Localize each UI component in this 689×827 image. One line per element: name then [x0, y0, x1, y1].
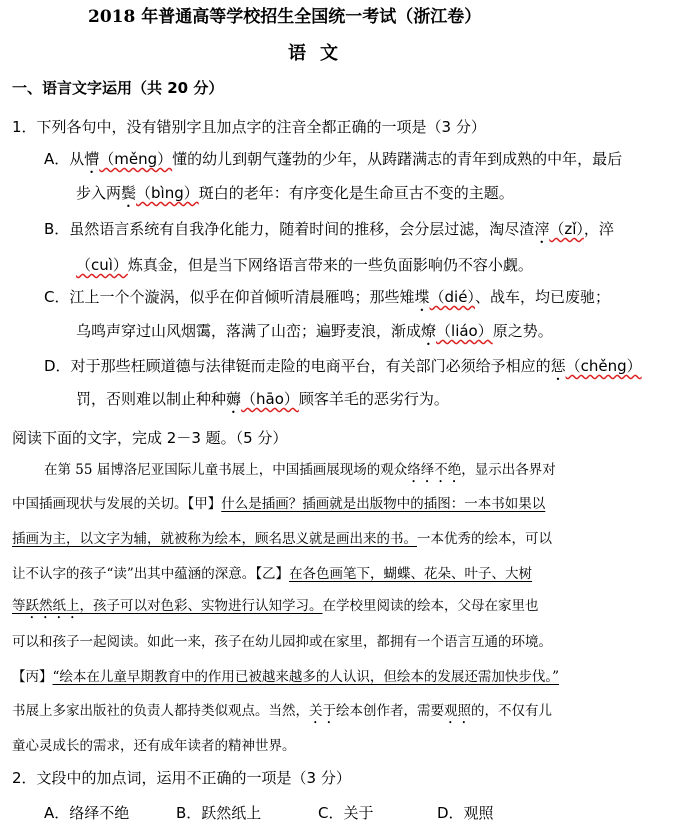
dotted-char: 懵 [84, 150, 100, 168]
dotted-char: 薅 [226, 390, 242, 408]
underlined-sentence-bing: “绘本在儿童早期教育中的作用已被越来越多的人认识，但绘本的发展还需加快步伐。” [52, 669, 560, 685]
option-label: C． [44, 288, 70, 306]
q1-option-a-line2: 步入两鬓（bìng）斑白的老年：有序变化是生命亘古不变的主题。 [76, 184, 514, 202]
marker-jia: 【甲】 [187, 496, 222, 512]
underlined-sentence-jia-cont: 插画为主，以文字为辅，就被称为绘本，顾名思义就是画出来的书。 [12, 531, 417, 547]
marker-bing: 【丙】 [12, 669, 53, 685]
q1-option-d-line1: D．对于那些枉顾道德与法律铤而走险的电商平台，有关部门必须给予相应的惩（chěng） [44, 357, 642, 375]
q2-option-c: C．关于 [318, 804, 374, 822]
q1-option-a-line1: A．从懵（měng）懂的幼儿到朝气蓬勃的少年，从踌躇满志的青年到成熟的中年，最后 [44, 150, 623, 168]
q1-option-c-line1: C．江上一个个漩涡，似乎在仰首倾听清晨雁鸣；那些雉堞（dié）、战车，均已废驰； [44, 288, 610, 306]
dotted-char: 滓 [534, 220, 550, 238]
passage-line-7 [12, 667, 559, 687]
dotted-word: 关于 [309, 703, 336, 719]
reading-intro: 阅读下面的文字，完成 2－3 题。（5 分） [12, 429, 288, 447]
q1-option-d-line2: 罚，否则难以制止种种薅（hāo）顾客羊毛的恶劣行为。 [76, 390, 449, 408]
underlined-sentence-yi-cont: ，孩子可以对色彩、实物进行认知学习。 [79, 598, 323, 614]
underlined-sentence-yi: 在各色画笔下，蝴蝶、花朵、叶子、大树 [289, 566, 533, 582]
option-label: D． [44, 357, 71, 375]
passage-line-8: 书展上多家出版社的负责人都持类似观点。当然，关于绘本创作者，需要观照的，不仅有儿 [12, 703, 552, 719]
q1-option-b-line1: B．虽然语言系统有自我净化能力，随着时间的推移，会分层过滤，淘尽渣滓（zǐ），淬 [44, 220, 614, 238]
q2-stem: 2．文段中的加点词，运用不正确的一项是（3 分） [12, 769, 351, 787]
option-label: A． [44, 150, 70, 168]
underlined-sentence-jia: 什么是插画？插画就是出版物中的插图：一本书如果以 [221, 496, 546, 512]
pinyin: （zǐ） [549, 220, 584, 238]
marker-yi: 【乙】 [255, 566, 290, 582]
pinyin: （chěng） [565, 357, 642, 375]
pinyin: （bìng） [136, 184, 199, 202]
pinyin: （dié） [429, 288, 475, 306]
pinyin: （hāo） [241, 390, 299, 408]
q2-option-a: A．络绎不绝 [44, 804, 130, 822]
passage-line-6: 可以和孩子一起阅读。如此一来，孩子在幼儿园抑或在家里，都拥有一个语言互通的环境。 [12, 634, 552, 650]
q1-stem: 1．下列各句中，没有错别字且加点字的注音全都正确的一项是（3 分） [12, 118, 486, 136]
pinyin: （liáo） [436, 322, 493, 340]
q2-option-d: D．观照 [437, 804, 494, 822]
dotted-word: 络绎不绝 [407, 462, 462, 478]
dotted-word: 跃然纸上 [25, 598, 80, 614]
q1-option-b-line2: （cuì）炼真金，但是当下网络语言带来的一些负面影响仍不容小觑。 [76, 256, 533, 274]
passage-line-5: 等跃然纸上，孩子可以对色彩、实物进行认知学习。在学校里阅读的绘本，父母在家里也 [12, 598, 539, 614]
pinyin: （cuì） [76, 256, 128, 274]
pinyin: （měng） [99, 150, 173, 168]
dotted-char: 燎 [421, 322, 437, 340]
exam-title: 2018 年普通高等学校招生全国统一考试（浙江卷） [88, 7, 482, 27]
dotted-char: 惩 [550, 357, 566, 375]
q2-option-b: B．跃然纸上 [176, 804, 262, 822]
passage-line-2: 中国插画现状与发展的关切。【甲】什么是插画？插画就是出版物中的插图：一本书如果以 [12, 496, 546, 512]
passage-line-4: 让不认字的孩子“读”出其中蕴涵的深意。【乙】在各色画笔下，蝴蝶、花朵、叶子、大树 [12, 566, 533, 582]
passage-line-3: 插画为主，以文字为辅，就被称为绘本，顾名思义就是画出来的书。一本优秀的绘本，可以 [12, 531, 552, 547]
q1-option-c-line2: 乌鸣声穿过山风烟霭，落满了山峦；遍野麦浪，渐成燎（liáo）原之势。 [76, 322, 553, 340]
dotted-char: 堞 [414, 288, 430, 306]
dotted-word: 观照 [444, 703, 471, 719]
option-label: B． [44, 220, 70, 238]
passage-line-9: 童心灵成长的需求，还有成年读者的精神世界。 [12, 738, 296, 754]
subject-title: 语文 [288, 43, 352, 64]
section-heading: 一、语言文字运用（共 20 分） [12, 79, 224, 97]
passage-line-1: 在第 55 届博洛尼亚国际儿童书展上，中国插画展现场的观众络绎不绝，显示出各界对 [44, 462, 556, 478]
dotted-char: 鬓 [121, 184, 137, 202]
